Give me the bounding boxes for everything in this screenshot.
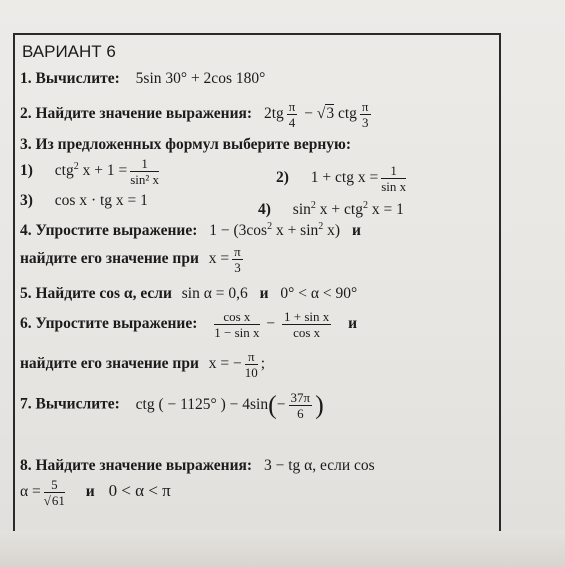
page-bottom-margin (0, 531, 565, 567)
question-8: 8. Найдите значение выражения: 3 − tg α, если cos (20, 457, 375, 474)
question-2 (20, 100, 374, 129)
formula-option-1: 1) ctg$^2$ x + 1 = $\frac{1}{\text{sin² x}}$ (20, 156, 160, 187)
question-4-line-2: найдите его значение при x = $\frac{\pi}{3}$ (20, 244, 241, 275)
question-4: 4. Упростите выражение: $1 - (3\cos^2$ $x + \sin^2 x$) и (20, 221, 361, 240)
question-7: 7. Вычислите: ctg ( − 1125° ) − 4sin(− $\frac{37\pi}{6}$ ) (20, 389, 324, 421)
question-1 (20, 70, 265, 88)
formula-option-4: 4) $\sin^2 x + ctg^2$ x = 1 (258, 200, 404, 219)
question-6-line-2: найдите его значение при x = − $\frac{\pi}{10}$ ; (20, 349, 266, 380)
question-8-line-2: α = $\frac{5}{√61}$ и 0 < α < π (20, 477, 171, 508)
formula-option-2: 2) 1 + ctg x = $\frac{1}{\text{sin x}}$ (276, 163, 407, 194)
formula-option-3: 3) cos x · tg x = 1 (20, 192, 148, 209)
question-6: 6. Упростите выражение: $\frac{\text{cos x}}{\text{1 − sin x}}$ − $\frac{\text{1 + sin x}}{\text{cos x}}$ и (20, 309, 358, 340)
q2-expression: 2tg $\frac{\pi}{4}$ − √3 ctg $\frac{\pi}{3}$ (263, 99, 369, 130)
q1-expression: 5sin 30° + 2cos 180° (135, 70, 266, 87)
variant-title: ВАРИАНТ 6 (22, 42, 116, 61)
q1-label: 1. Вычислите: (20, 70, 120, 87)
q2-label: 2. Найдите значение выражения: (20, 105, 253, 123)
question-5: 5. Найдите cos α, если sin α = 0,6 и 0° < α < 90° (20, 285, 358, 302)
question-3: 3. Из предложенных формул выберите верную: (20, 136, 352, 153)
